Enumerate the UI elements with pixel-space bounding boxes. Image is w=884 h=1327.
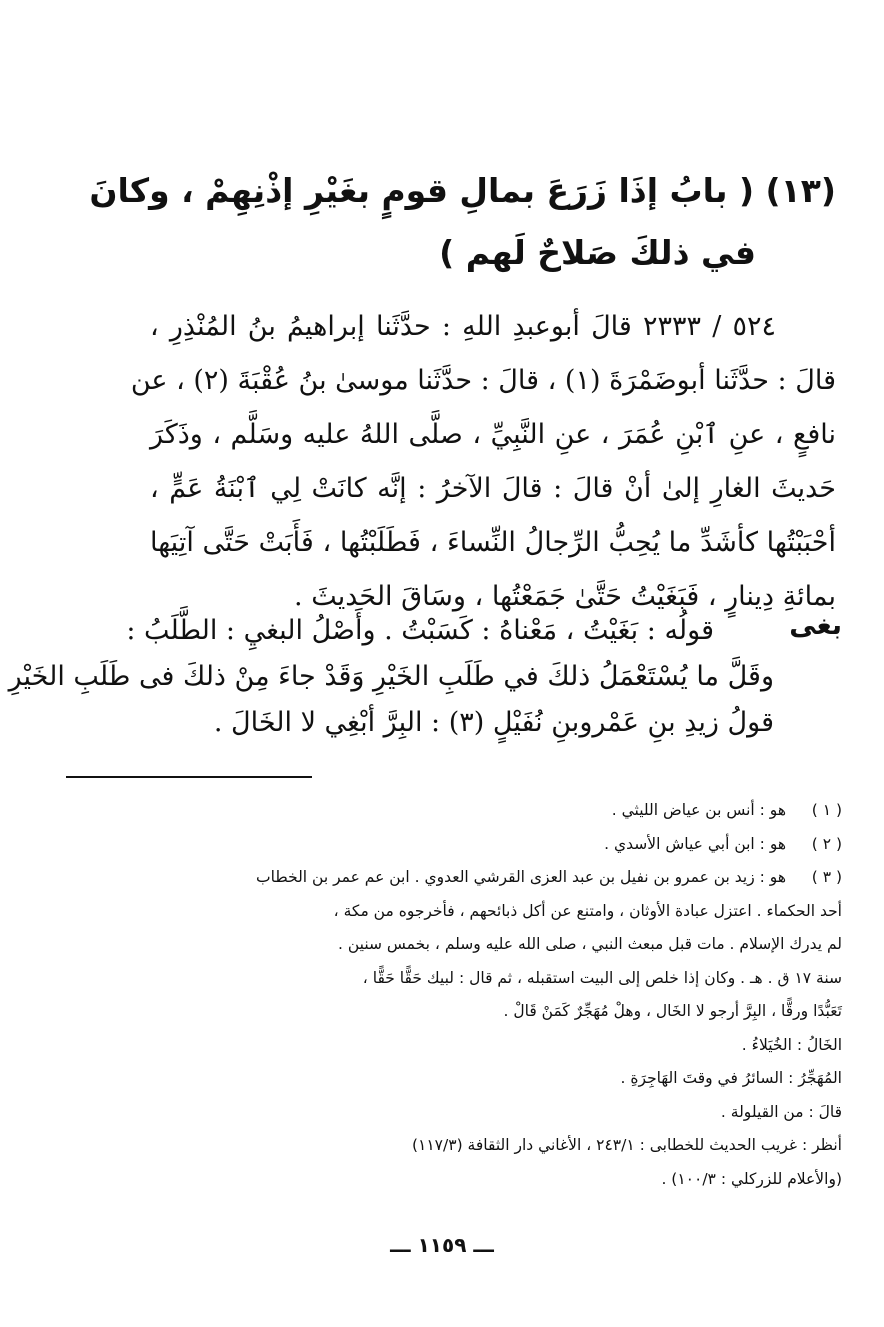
footnote-line: لم يدرك الإسلام . مات قبل مبعث النبي ، صلى الله عليه وسلم ، بخمس سنين . bbox=[338, 935, 842, 953]
hadith-text bbox=[130, 300, 836, 624]
margin-keyword: بغى bbox=[789, 610, 842, 641]
footnote-line: (والأعلام للزركلي : ١٠٠/٣) . bbox=[661, 1169, 842, 1188]
hadith-line: نافعٍ ، عنِ ٱبْنِ عُمَرَ ، عنِ النَّبِيِّ ، صلَّى اللهُ عليه وسَلَّم ، وذَكَرَ bbox=[150, 419, 836, 450]
hadith-line: حَديثَ الغارِ إلىٰ أنْ قالَ : قالَ الآخرُ : إنَّه كانَتْ لِي ٱبْنَةُ عَمٍّ ، bbox=[150, 473, 836, 504]
footnote-line: تَعَبُّدًا ورقًّا ، البِرَّ أرجو لا الخَال ، وهلْ مُهَجِّرٌ كَمَنْ قَالْ . bbox=[503, 1002, 842, 1020]
footnote-line: أحد الحكماء . اعتزل عبادة الأوثان ، وامتنع عن أكل ذبائحهم ، فأخرجوه من مكة ، bbox=[333, 901, 842, 920]
commentary-line: وقَلَّ ما يُسْتَعْمَلُ ذلكَ في طَلَبِ الخَيْرِ وَقَدْ جاءَ مِنْ ذلكَ فى طَلَبِ الخَيْرِ bbox=[8, 661, 774, 692]
hadith-line: بمائةِ دِينارٍ ، فَبَغَيْتُ حَتَّىٰ جَمَعْتُها ، وسَاقَ الحَديثَ . bbox=[294, 581, 836, 612]
footnote-3 bbox=[118, 861, 842, 1196]
hadith-line: أحْبَبْتُها كأشَدِّ ما يُحِبُّ الرِّجالُ النِّساءَ ، فَطَلَبْتُها ، فَأَبَتْ حَتَّى آتِيَها bbox=[150, 527, 836, 558]
hadith-line: قالَ : حدَّثَنا أبوضَمْرَةَ (١) ، قالَ : حدَّثَنا موسىٰ بنُ عُقْبَةَ (٢) ، عن bbox=[130, 365, 836, 396]
commentary-line: قولُ زيدِ بنِ عَمْروبنِ نُفَيْلٍ (٣) : البِرَّ أبْغِي لا الخَالَ . bbox=[213, 707, 774, 738]
footnote-separator bbox=[66, 776, 312, 778]
chapter-title-line: (١٣) ( بابُ إذَا زَرَعَ بمالِ قومٍ بغَيْرِ إذْنِهِمْ ، وكانَ bbox=[89, 171, 836, 210]
commentary-text bbox=[8, 608, 774, 746]
chapter-title bbox=[89, 160, 836, 284]
hadith-line: ٥٢٤ / ٢٣٣٣ قالَ أبوعبدِ اللهِ : حدَّثَنا إبراهيمُ بنُ المُنْذِرِ ، bbox=[150, 311, 776, 342]
footnotes bbox=[118, 794, 842, 1196]
footnote-line: سنة ١٧ ق . هـ . وكان إذا خلص إلى البيت استقبله ، ثم قال : لبيك حَقًّا حَقًّا ، bbox=[362, 968, 842, 987]
footnote-text bbox=[118, 794, 786, 828]
footnote-text bbox=[118, 861, 842, 1196]
footnote-text bbox=[118, 828, 786, 862]
chapter-title-line: في ذلكَ صَلاحٌ لَهم ) bbox=[439, 233, 756, 272]
footnote-line: قالَ : من القيلولة . bbox=[720, 1102, 842, 1121]
footnote-number: ( ٢ ) bbox=[811, 834, 842, 853]
footnote-number: ( ١ ) bbox=[811, 801, 842, 819]
footnote-line: أنظر : غريب الحديث للخطابى : ٢٤٣/١ ، الأغاني دار الثقافة (١١٧/٣) bbox=[411, 1136, 842, 1154]
footnote-line: المُهَجِّرُ : السائرُ في وقتَ الهَاجِرَةِ . bbox=[620, 1069, 842, 1087]
footnote-2 bbox=[118, 828, 842, 862]
footnote-line: هو : ابن أبي عياش الأسدي . bbox=[604, 834, 786, 853]
footnote-line: هو : زيد بن عمرو بن نفيل بن عبد العزى القرشي العدوي . ابن عم عمر بن الخطاب bbox=[256, 868, 786, 886]
footnote-1 bbox=[118, 794, 842, 828]
footnote-line: الخَالُ : الخُيَلاءُ . bbox=[741, 1035, 842, 1054]
page-number: ـــ ١١٥٩ ـــ bbox=[390, 1233, 494, 1257]
commentary-line: قولُه : بَغَيْتُ ، مَعْناهُ : كَسَبْتُ . وأَصْلُ البغيِ : الطَّلَبُ : bbox=[126, 615, 714, 646]
footnote-line: هو : أنس بن عياض الليثي . bbox=[611, 801, 786, 819]
footnote-number: ( ٣ ) bbox=[811, 868, 842, 886]
